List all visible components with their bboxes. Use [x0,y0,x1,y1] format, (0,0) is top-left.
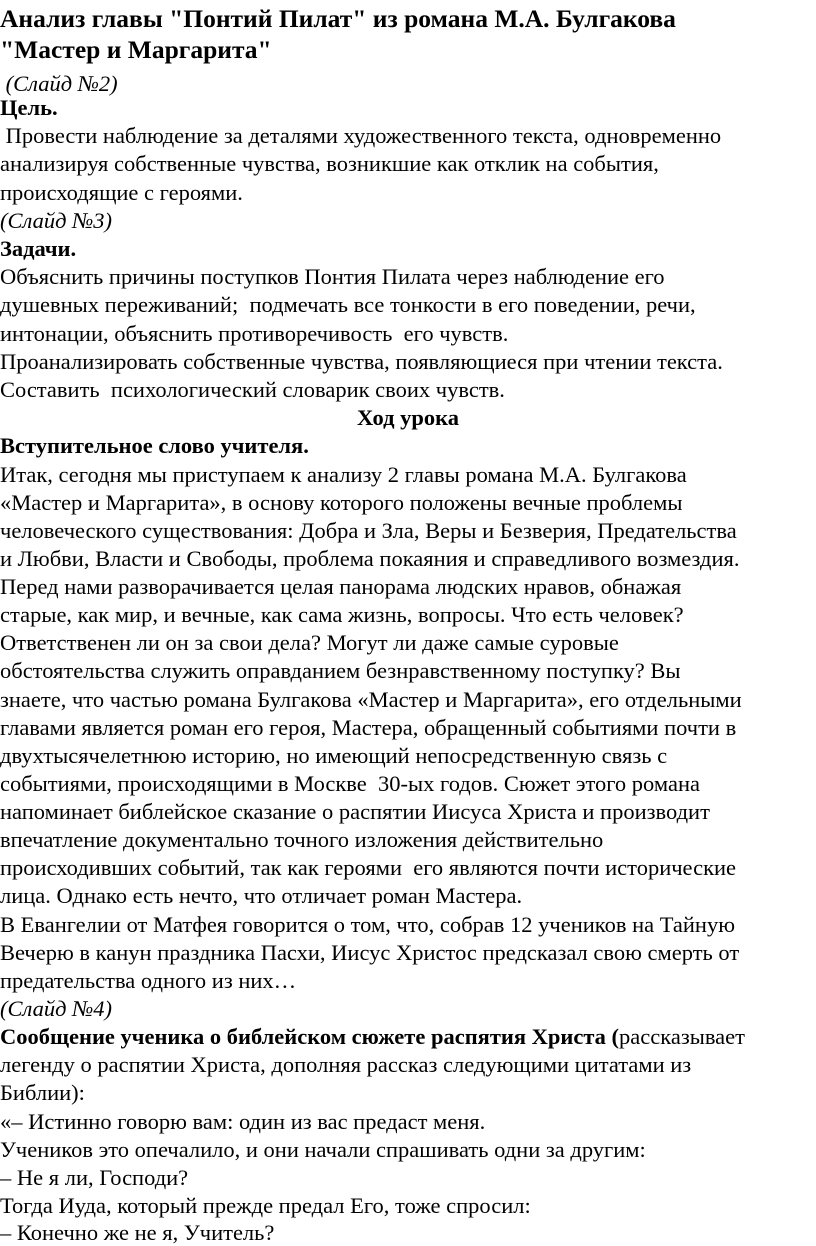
intro-text-line: Итак, сегодня мы приступаем к анализу 2 главы романа М.А. Булгакова [0,462,687,487]
student-heading-rest: рассказывает [619,1024,745,1049]
goal-text-line: происходящие с героями. [0,180,243,205]
student-text-line: – Конечно же не я, Учитель? [0,1220,275,1245]
document-title-line-2: "Мастер и Маргарита" [0,35,272,64]
lesson-heading: Ход урока [356,405,460,430]
intro-text-line: Ответственен ли он за свои дела? Могут ли даже самые суровые [0,630,619,655]
tasks-heading: Задачи. [0,236,77,261]
document-title-line-1: Анализ главы "Понтий Пилат" из романа М.А. Булгакова [0,4,676,33]
tasks-text-line: Проанализировать собственные чувства, появляющиеся при чтении текста. [0,349,723,374]
student-heading-line [0,1022,816,1051]
intro-text-line: происходивших событий, так как героями его являются почти исторические [0,855,737,880]
slide-3-label: (Слайд №3) [0,208,113,233]
student-heading: Сообщение ученика о библейском сюжете распятия Христа ( [0,1024,620,1049]
intro-text-line: «Мастер и Маргарита», в основу которого положены вечные проблемы [0,490,683,515]
intro-text-line: В Евангелии от Матфея говорится о том, что, собрав 12 учеников на Тайную [0,912,736,937]
intro-text-line: человеческого существования: Добра и Зла, Веры и Безверия, Предательства [0,518,737,543]
student-text-line: – Не я ли, Господи? [0,1165,189,1190]
intro-text-line: впечатление документально точного изложения действительно [0,827,604,852]
intro-heading: Вступительное слово учителя. [0,433,309,458]
student-text-line: Учеников это опечалило, и они начали спрашивать одни за другим: [0,1137,646,1162]
intro-text-line: лица. Однако есть нечто, что отличает роман Мастера. [0,883,523,908]
intro-text-line: двухтысячелетнюю историю, но имеющий непосредственную связь с [0,743,668,768]
tasks-text-line: Объяснить причины поступков Понтия Пилата через наблюдение его [0,264,665,289]
goal-heading: Цель. [0,95,58,120]
tasks-text-line: Составить психологический словарик своих чувств. [0,377,505,402]
tasks-text-line: интонации, объяснить противоречивость его чувств. [0,321,509,346]
slide-2-label: (Слайд №2) [0,71,118,96]
intro-text-line: старые, как мир, и вечные, как сама жизнь, вопросы. Что есть человек? [0,602,684,627]
student-text-line: «– Истинно говорю вам: один из вас предаст меня. [0,1109,486,1134]
student-text-line: легенду о распятии Христа, дополняя рассказ следующими цитатами из [0,1052,692,1077]
tasks-text-line: душевных переживаний; подмечать все тонкости в его поведении, речи, [0,292,696,317]
goal-text-line: Провести наблюдение за деталями художественного текста, одновременно [0,123,722,148]
intro-text-line: обстоятельства служить оправданием безнравственному поступку? Вы [0,658,681,683]
intro-text-line: событиями, происходящими в Москве 30-ых годов. Сюжет этого романа [0,771,700,796]
student-text-line: Библии): [0,1080,85,1105]
student-text-line: Тогда Иуда, который прежде предал Его, тоже спросил: [0,1193,531,1218]
slide-4-label: (Слайд №4) [0,996,113,1021]
intro-text-line: предательства одного из них… [0,968,297,993]
intro-text-line: знаете, что частью романа Булгакова «Мастер и Маргарита», его отдельными [0,687,742,712]
goal-text-line: анализируя собственные чувства, возникшие как отклик на события, [0,151,659,176]
intro-text-line: Перед нами разворачивается целая панорама людских нравов, обнажая [0,574,682,599]
intro-text-line: главами является роман его героя, Мастера, обращенный событиями почти в [0,715,737,740]
intro-text-line: и Любви, Власти и Свободы, проблема покаяния и справедливого возмездия. [0,546,740,571]
intro-text-line: Вечерю в канун праздника Пасхи, Иисус Христос предсказал свою смерть от [0,940,740,965]
intro-text-line: напоминает библейское сказание о распятии Иисуса Христа и производит [0,799,710,824]
